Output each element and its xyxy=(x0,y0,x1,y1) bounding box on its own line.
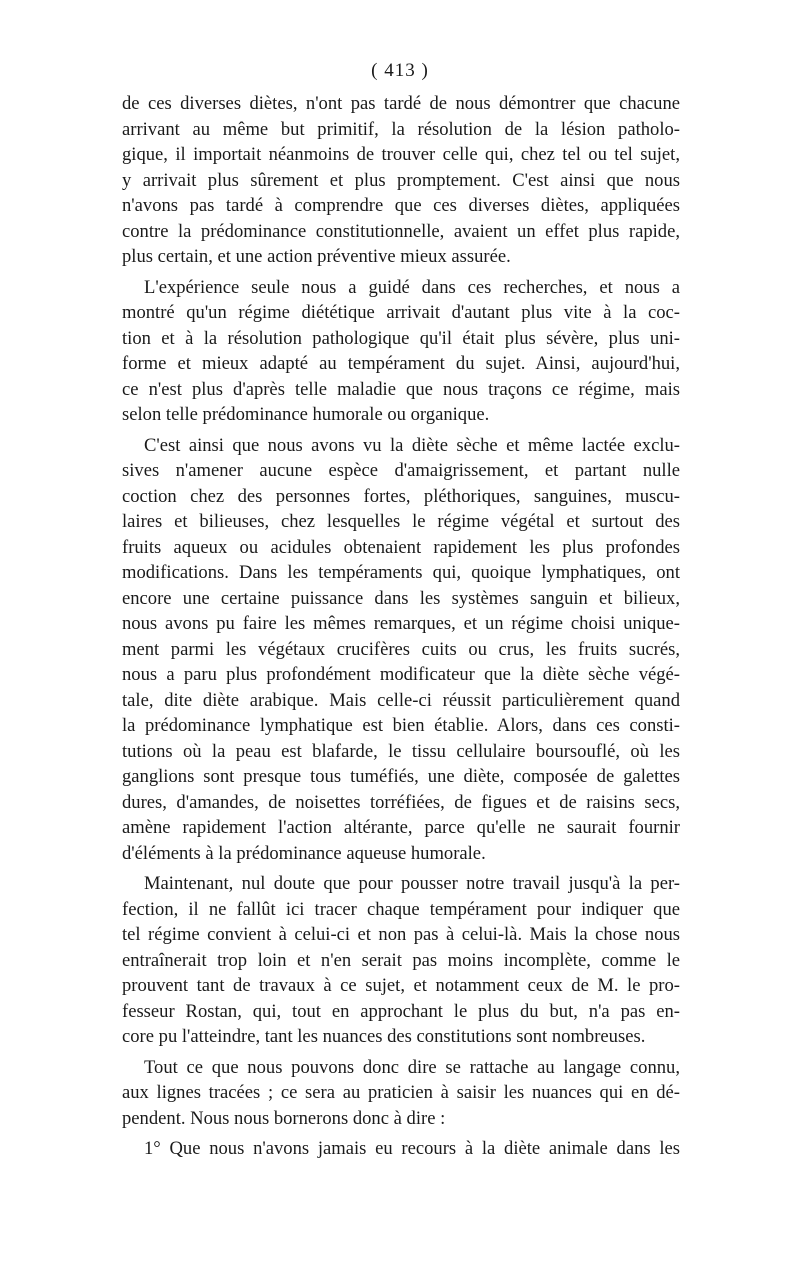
text-line: amène rapidement l'action altérante, parce qu'elle ne saurait fournir xyxy=(122,817,680,838)
text-line: la prédominance lymphatique est bien établie. Alors, dans ces consti- xyxy=(122,715,680,736)
text-line: C'est ainsi que nous avons vu la diète sèche et même lactée exclu- xyxy=(144,434,680,456)
text-line: Maintenant, nul doute que pour pousser notre travail jusqu'à la per- xyxy=(144,873,680,894)
text-line: tel régime convient à celui-ci et non pas à celui-là. Mais la chose nous xyxy=(122,924,680,945)
text-line: prouvent tant de travaux à ce sujet, et notamment ceux de M. le pro- xyxy=(122,975,680,996)
text-line: tale, dite diète arabique. Mais celle-ci réussit particulièrement quand xyxy=(122,689,680,711)
text-line: modifications. Dans les tempéraments qui, quoique lymphatiques, ont xyxy=(122,562,680,583)
text-line: aux lignes tracées ; ce sera au praticien à saisir les nuances qui en dé- xyxy=(122,1082,680,1103)
text-line: dures, d'amandes, de noisettes torréfiées, de figues et de raisins secs, xyxy=(122,791,680,813)
text-line: y arrivait plus sûrement et plus promptement. C'est ainsi que nous xyxy=(122,169,680,191)
text-line: gique, il importait néanmoins de trouver celle qui, chez tel ou tel sujet, xyxy=(122,144,680,165)
text-line: fruits aqueux ou acidules obtenaient rapidement les plus profondes xyxy=(122,536,680,558)
text-line: tutions où la peau est blafarde, le tissu cellulaire boursouflé, où les xyxy=(122,740,680,762)
text-line: coction chez des personnes fortes, pléthoriques, sanguines, muscu- xyxy=(122,485,680,507)
text-line: montré qu'un régime diététique arrivait d'autant plus vite à la coc- xyxy=(122,302,680,323)
text-line: tion et à la résolution pathologique qu'il était plus sévère, plus uni- xyxy=(122,327,680,349)
text-line: selon telle prédominance humorale ou organique. xyxy=(122,404,490,425)
text-line: encore une certaine puissance dans les systèmes sanguin et bilieux, xyxy=(122,587,680,609)
text-line: arrivant au même but primitif, la résolution de la lésion patholo- xyxy=(122,118,680,140)
text-line: contre la prédominance constitutionnelle, avaient un effet plus rapide, xyxy=(122,220,680,242)
text-line: core pu l'atteindre, tant les nuances des constitutions sont nombreuses. xyxy=(122,1026,646,1047)
text-line: laires et bilieuses, chez lesquelles le régime végétal et surtout des xyxy=(122,511,680,532)
text-line: ce n'est plus d'après telle maladie que nous traçons ce régime, mais xyxy=(122,378,680,400)
body-text xyxy=(122,91,680,1162)
text-line: sives n'amener aucune espèce d'amaigrissement, et partant nulle xyxy=(122,460,680,481)
text-line: n'avons pas tardé à comprendre que ces diverses diètes, appliquées xyxy=(122,195,680,216)
text-line: ment parmi les végétaux crucifères cuits ou crus, les fruits sucrés, xyxy=(122,638,680,660)
text-line: 1° Que nous n'avons jamais eu recours à la diète animale dans les xyxy=(144,1138,680,1159)
text-line: d'éléments à la prédominance aqueuse humorale. xyxy=(122,842,486,864)
text-line: nous a paru plus profondément modificateur que la diète sèche végé- xyxy=(122,664,680,685)
text-line: fesseur Rostan, qui, tout en approchant le plus du but, n'a pas en- xyxy=(122,1000,680,1022)
text-line: fection, il ne fallût ici tracer chaque tempérament pour indiquer que xyxy=(122,898,680,920)
text-line: pendent. Nous nous bornerons donc à dire : xyxy=(122,1107,446,1129)
text-line: Tout ce que nous pouvons donc dire se rattache au langage connu, xyxy=(144,1056,680,1078)
text-line: plus certain, et une action préventive mieux assurée. xyxy=(122,246,511,267)
text-line: de ces diverses diètes, n'ont pas tardé de nous démontrer que chacune xyxy=(122,93,680,114)
text-line: forme et mieux adapté au tempérament du sujet. Ainsi, aujourd'hui, xyxy=(122,353,680,374)
text-line: ganglions sont presque tous tuméfiés, une diète, composée de galettes xyxy=(122,766,680,787)
text-line: entraînerait trop loin et n'en serait pas moins incomplète, comme le xyxy=(122,949,680,971)
text-line: L'expérience seule nous a guidé dans ces recherches, et nous a xyxy=(144,276,680,298)
text-line: nous avons pu faire les mêmes remarques, et un régime choisi unique- xyxy=(122,613,680,634)
page-number: ( 413 ) xyxy=(371,60,429,81)
